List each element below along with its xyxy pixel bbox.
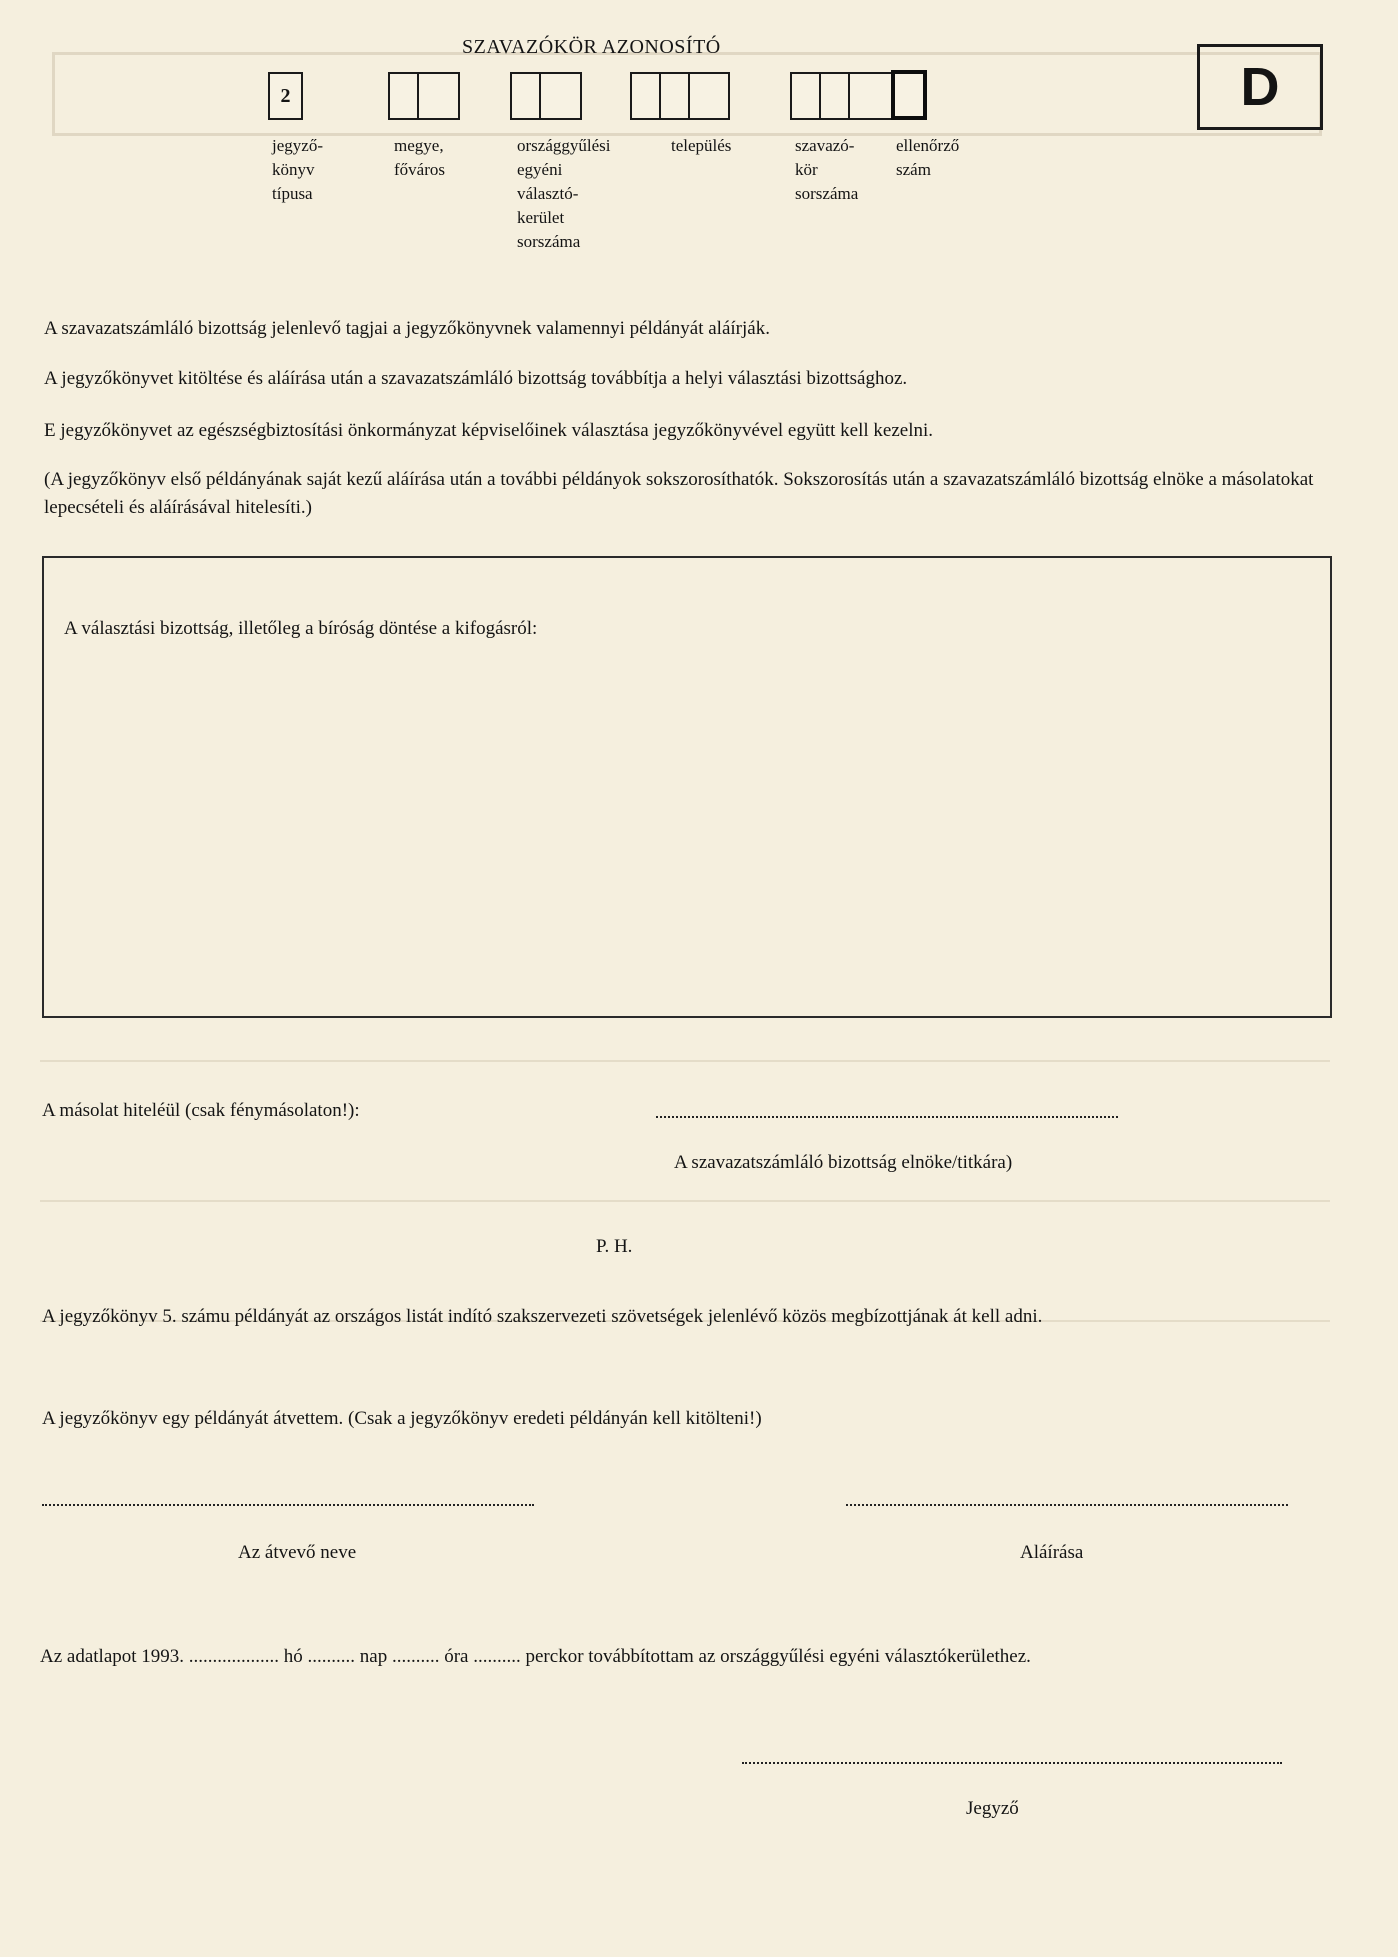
type-label: jegyző- könyv típusa [272, 136, 323, 203]
station-label: szavazó- kör sorszáma [795, 136, 859, 203]
form-letter-box: D [1197, 44, 1323, 130]
certification-signature-line[interactable] [656, 1116, 1118, 1118]
county-label: megye, főváros [394, 136, 445, 179]
notary-label: Jegyző [966, 1798, 1019, 1819]
forwarding-statement [40, 1646, 1031, 1668]
forwarding-suffix: perckor továbbítottam az országgyűlési egyéni választókerülethez. [525, 1646, 1031, 1667]
day-field[interactable]: .......... [307, 1646, 356, 1667]
digit-cell [661, 74, 690, 118]
instruction-paragraph: E jegyzőkönyvet az egészségbiztosítási önkormányzat képviselőinek választása jegyzőkönyvével együtt kell kezelni. [44, 420, 934, 441]
receiver-name-label: Az átvevő neve [238, 1542, 357, 1563]
receiver-signature-label: Aláírása [1020, 1542, 1084, 1563]
forwarding-prefix: Az adatlapot 1993. [40, 1646, 185, 1667]
digit-cell [541, 74, 570, 118]
type-value: 2 [280, 84, 291, 107]
instruction-paragraph: (A jegyzőkönyv első példányának saját kezű aláírása után a további példányok sokszorosíthatók. Sokszorosítás után a szavazatszámláló bizottság elnöke a másolatokat lepecsételi és aláírásával hitelesíti.) [44, 469, 1314, 518]
digit-cell [419, 74, 448, 118]
day-label: nap [359, 1646, 388, 1667]
receiver-name-line[interactable] [42, 1504, 534, 1506]
certification-label: A másolat hiteléül (csak fénymásolaton!): [42, 1100, 360, 1121]
county-box[interactable] [388, 72, 460, 120]
certification-signer: A szavazatszámláló bizottság elnöke/titkára) [674, 1152, 1013, 1173]
bleed-through-rule [40, 1200, 1330, 1202]
instruction-paragraph: A szavazatszámláló bizottság jelenlevő tagjai a jegyzőkönyvnek valamennyi példányát aláírják. [44, 318, 770, 339]
district-label: országgyűlési egyéni választó- kerület sorszáma [517, 136, 611, 251]
minute-field[interactable]: .......... [473, 1646, 521, 1667]
stamp-placeholder: P. H. [596, 1236, 633, 1257]
digit-cell [632, 74, 661, 118]
month-label: hó [283, 1646, 303, 1667]
decision-label: A választási bizottság, illetőleg a bíróság döntése a kifogásról: [64, 618, 538, 639]
hour-field[interactable]: .......... [391, 1646, 440, 1667]
receipt-statement: A jegyzőkönyv egy példányát átvettem. (Csak a jegyzőkönyv eredeti példányán kell kitölteni!) [42, 1408, 762, 1429]
receiver-signature-line[interactable] [846, 1504, 1288, 1506]
settlement-label: település [671, 136, 732, 155]
digit-cell [821, 74, 850, 118]
district-box[interactable] [510, 72, 582, 120]
bleed-through-rule [40, 1060, 1330, 1062]
month-field[interactable]: ................... [188, 1646, 280, 1667]
digit-cell [792, 74, 821, 118]
digit-cell [390, 74, 419, 118]
type-box[interactable] [268, 72, 303, 120]
digit-cell [850, 74, 879, 118]
check-digit-box[interactable] [891, 70, 927, 120]
station-id-title: SZAVAZÓKÖR AZONOSÍTÓ [462, 36, 721, 58]
hour-label: óra [444, 1646, 469, 1667]
digit-cell [512, 74, 541, 118]
copy-note: A jegyzőkönyv 5. számu példányát az országos listát indító szakszervezeti szövetségek jelenlévő közös megbízottjának át kell adni. [42, 1306, 1043, 1327]
instruction-paragraph: A jegyzőkönyvet kitöltése és aláírása után a szavazatszámláló bizottság továbbítja a helyi választási bizottsághoz. [44, 368, 908, 389]
notary-signature-line[interactable] [742, 1762, 1282, 1764]
settlement-box[interactable] [630, 72, 730, 120]
station-box[interactable] [790, 72, 894, 120]
check-label: ellenőrző szám [896, 136, 960, 179]
digit-cell [690, 74, 719, 118]
